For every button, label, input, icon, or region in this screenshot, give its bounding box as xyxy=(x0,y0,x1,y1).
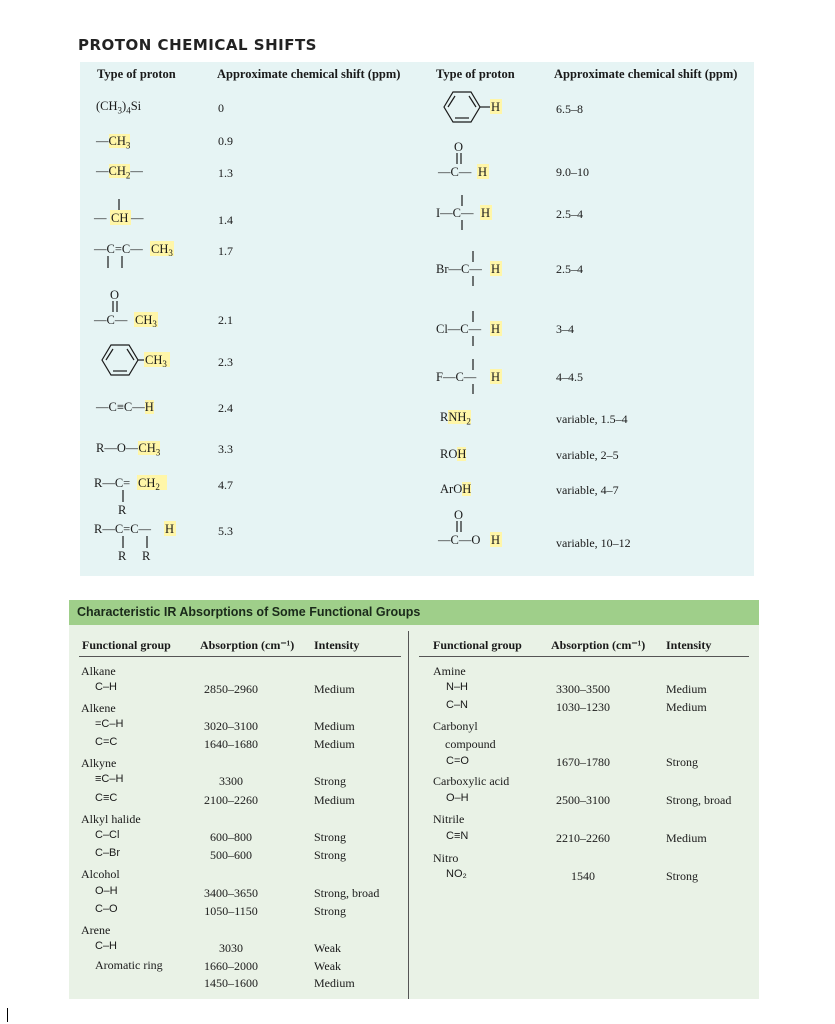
ir-title-bar xyxy=(69,600,759,625)
svg-text:Br—C—: Br—C— xyxy=(436,262,482,276)
group-name: Carboxylic acid xyxy=(433,774,510,788)
group-name: Alkyne xyxy=(81,756,117,770)
proton-shift-table xyxy=(80,62,754,576)
shift-value: variable, 2–5 xyxy=(556,448,619,462)
absorption-value: 1640–1680 xyxy=(204,737,258,751)
absorption-value: 1670–1780 xyxy=(556,755,610,769)
svg-text:H: H xyxy=(165,522,175,536)
intensity-value: Strong xyxy=(314,830,347,844)
shift-value: 4.7 xyxy=(218,478,233,492)
proton-iodo-structure xyxy=(436,194,516,234)
shift-value: 2.3 xyxy=(218,355,233,369)
absorption-value: 1660–2000 xyxy=(204,959,258,973)
svg-text:CH3: $CH_3$ xyxy=(145,353,167,369)
svg-text:CH3: $CH_3$ xyxy=(151,242,173,258)
svg-text:H: H xyxy=(491,370,501,384)
proton-methylene: $—CH_2—$ xyxy=(96,164,143,181)
shift-value: 5.3 xyxy=(218,524,233,538)
svg-text:Cl—C—: Cl—C— xyxy=(436,322,482,336)
proton-bromo-structure xyxy=(436,250,526,290)
intensity-value: Strong xyxy=(314,774,347,788)
absorption-value: 1540 xyxy=(571,869,595,883)
intensity-value: Weak xyxy=(314,959,342,973)
svg-text:—: — xyxy=(94,211,107,225)
col-header-type-left: Type of proton xyxy=(97,67,176,81)
col-header-intensity-right: Intensity xyxy=(666,638,712,652)
absorption-value: 3300 xyxy=(219,774,243,788)
col-header-absorption-left: Absorption (cm⁻¹) xyxy=(200,638,295,652)
bond-label: C–Br xyxy=(95,847,121,859)
col-header-type-right: Type of proton xyxy=(436,67,515,81)
intensity-value: Strong xyxy=(314,904,347,918)
absorption-value: 2100–2260 xyxy=(204,793,258,807)
bond-label: NO₂ xyxy=(446,868,467,880)
shift-value: 4–4.5 xyxy=(556,370,583,384)
intensity-value: Medium xyxy=(666,682,707,696)
page-title: PROTON CHEMICAL SHIFTS xyxy=(78,36,317,54)
bond-label: C–Cl xyxy=(95,829,120,841)
bond-label: Aromatic ring xyxy=(95,958,163,972)
absorption-value: 600–800 xyxy=(210,830,252,844)
intensity-value: Medium xyxy=(314,976,355,990)
svg-text:O: O xyxy=(454,140,464,154)
col-header-intensity-left: Intensity xyxy=(314,638,360,652)
svg-text:I—C—: I—C— xyxy=(436,206,474,220)
header-rule-left xyxy=(79,656,401,657)
absorption-value: 3300–3500 xyxy=(556,682,610,696)
group-name: Alkyl halide xyxy=(81,812,141,826)
shift-value: 2.5–4 xyxy=(556,262,583,276)
proton-alkyne: —C≡C—H xyxy=(96,400,154,414)
proton-phenol: ArOH xyxy=(440,482,472,496)
text-cursor xyxy=(7,1008,8,1022)
svg-text:—C—: —C— xyxy=(438,165,472,179)
shift-value: 0.9 xyxy=(218,134,233,148)
svg-text:O: O xyxy=(454,508,464,522)
header-rule-right xyxy=(419,656,749,657)
proton-vinylic-structure xyxy=(94,520,194,562)
svg-text:—C—: —C— xyxy=(94,313,128,327)
intensity-value: Strong xyxy=(314,848,347,862)
svg-text:H: H xyxy=(481,206,491,220)
proton-fluoro-structure xyxy=(436,358,526,398)
intensity-value: Strong, broad xyxy=(666,793,732,807)
shift-value: 6.5–8 xyxy=(556,102,583,116)
absorption-value: 3400–3650 xyxy=(204,886,258,900)
shift-value: 1.4 xyxy=(218,213,233,227)
svg-text:H: H xyxy=(491,533,501,547)
absorption-value: 3030 xyxy=(219,941,243,955)
shift-value: 1.7 xyxy=(218,244,233,258)
proton-benzylic-structure xyxy=(94,340,194,380)
svg-text:O: O xyxy=(110,288,120,302)
group-name: Amine xyxy=(433,664,466,678)
ir-absorption-table xyxy=(69,600,759,999)
proton-chloro-structure xyxy=(436,310,526,350)
svg-text:H: H xyxy=(478,165,488,179)
col-header-absorption-right: Absorption (cm⁻¹) xyxy=(551,638,646,652)
bond-label: =C–H xyxy=(95,718,124,730)
bond-label: C≡N xyxy=(446,830,469,842)
proton-vinylidene-structure xyxy=(94,474,194,516)
proton-tms: $(CH_3)_4Si$ xyxy=(96,99,142,116)
bond-label: C–H xyxy=(95,940,118,952)
svg-text:—C=C—: —C=C— xyxy=(94,242,143,256)
svg-text:R: R xyxy=(118,503,127,517)
absorption-value: 2850–2960 xyxy=(204,682,258,696)
intensity-value: Weak xyxy=(314,941,342,955)
svg-text:R—C=C—: R—C=C— xyxy=(94,522,152,536)
shift-value: variable, 1.5–4 xyxy=(556,412,628,426)
shift-value: 2.1 xyxy=(218,313,233,327)
intensity-value: Medium xyxy=(314,737,355,751)
shift-value: 3–4 xyxy=(556,322,574,336)
bond-label: N–H xyxy=(446,681,469,693)
col-header-group-right: Functional group xyxy=(433,638,522,652)
ir-table-title: Characteristic IR Absorptions of Some Functional Groups xyxy=(77,605,421,619)
bond-label: C–N xyxy=(446,699,469,711)
proton-methyl: $—CH_3$ xyxy=(96,134,131,151)
absorption-value: 1450–1600 xyxy=(204,976,258,990)
svg-text:R: R xyxy=(118,549,127,563)
svg-text:R: R xyxy=(142,549,151,563)
proton-alcohol: ROH xyxy=(440,447,467,461)
proton-aldehyde-structure xyxy=(438,140,518,182)
proton-methyl-ketone-structure xyxy=(94,288,184,328)
bond-label: O–H xyxy=(95,885,118,897)
svg-text:H: H xyxy=(491,262,501,276)
absorption-value: 3020–3100 xyxy=(204,719,258,733)
bond-label: C–H xyxy=(95,681,118,693)
proton-amine: $RNH_2$ xyxy=(440,410,471,427)
bond-label: C–O xyxy=(95,903,118,915)
intensity-value: Strong xyxy=(666,755,699,769)
bond-label: ≡C–H xyxy=(95,773,124,785)
bond-label: C=O xyxy=(446,755,469,767)
absorption-value: 500–600 xyxy=(210,848,252,862)
svg-text:CH2: $CH_2$ xyxy=(138,476,160,492)
intensity-value: Medium xyxy=(666,831,707,845)
shift-value: 2.4 xyxy=(218,401,233,415)
shift-value: 3.3 xyxy=(218,442,233,456)
group-name: Alkane xyxy=(81,664,116,678)
column-divider xyxy=(408,631,409,999)
intensity-value: Strong xyxy=(666,869,699,883)
proton-aromatic-structure xyxy=(438,87,528,127)
svg-text:—C—O: —C—O xyxy=(438,533,481,547)
proton-carboxylic-structure xyxy=(438,508,528,550)
shift-value: 9.0–10 xyxy=(556,165,589,179)
group-name: Nitro xyxy=(433,851,459,865)
svg-text:R—C=: R—C= xyxy=(94,476,131,490)
intensity-value: Medium xyxy=(314,719,355,733)
bond-label: O–H xyxy=(446,792,469,804)
svg-text:F—C—: F—C— xyxy=(436,370,477,384)
shift-value: variable, 10–12 xyxy=(556,536,631,550)
absorption-value: 2500–3100 xyxy=(556,793,610,807)
group-name: Alkene xyxy=(81,701,116,715)
intensity-value: Medium xyxy=(314,682,355,696)
intensity-value: Medium xyxy=(314,793,355,807)
svg-text:H: H xyxy=(491,322,501,336)
svg-text:CH: CH xyxy=(111,211,129,225)
group-name: Nitrile xyxy=(433,812,465,826)
svg-text:—: — xyxy=(131,211,144,225)
bond-label: C≡C xyxy=(95,792,118,804)
group-name-carbonyl-cont: compound xyxy=(445,737,496,751)
absorption-value: 1050–1150 xyxy=(204,904,258,918)
svg-text:H: H xyxy=(491,100,501,114)
absorption-value: 1030–1230 xyxy=(556,700,610,714)
group-name: Arene xyxy=(81,923,111,937)
proton-methine-structure xyxy=(94,197,164,227)
group-name-carbonyl: Carbonyl xyxy=(433,719,478,733)
bond-label: C=C xyxy=(95,736,118,748)
col-header-shift-right: Approximate chemical shift (ppm) xyxy=(554,67,738,81)
intensity-value: Strong, broad xyxy=(314,886,380,900)
proton-methyl-ether: $R—O—CH_3$ xyxy=(96,441,161,458)
shift-value: variable, 4–7 xyxy=(556,483,619,497)
shift-value: 0 xyxy=(218,101,224,115)
col-header-shift-left: Approximate chemical shift (ppm) xyxy=(217,67,401,81)
col-header-group-left: Functional group xyxy=(82,638,171,652)
group-name: Alcohol xyxy=(81,867,120,881)
svg-text:CH3: $CH_3$ xyxy=(135,313,157,329)
shift-value: 2.5–4 xyxy=(556,207,583,221)
proton-allylic-structure xyxy=(94,240,204,272)
absorption-value: 2210–2260 xyxy=(556,831,610,845)
shift-value: 1.3 xyxy=(218,166,233,180)
intensity-value: Medium xyxy=(666,700,707,714)
